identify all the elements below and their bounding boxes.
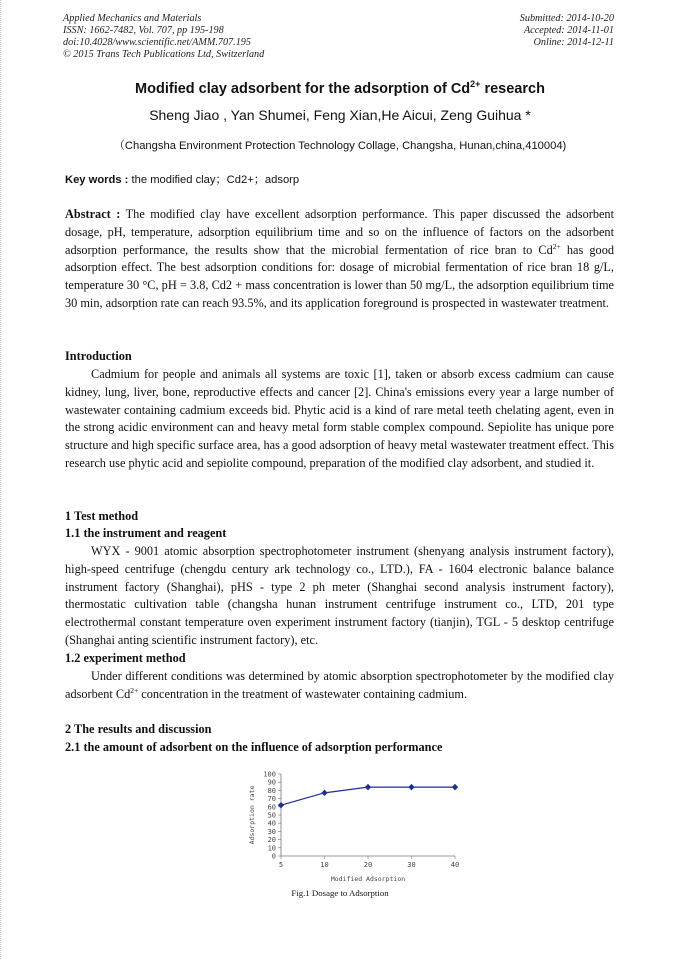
journal-copyright: © 2015 Trans Tech Publications Ltd, Switzerland [63,49,265,60]
data-point [365,784,371,790]
abstract-superscript: 2+ [552,241,561,251]
authors: Sheng Jiao , Yan Shumei, Feng Xian,He Aicui, Zeng Guihua * [149,107,531,123]
data-point [278,802,284,808]
paper-title [1,79,678,97]
x-tick-label: 30 [407,861,416,869]
section1-1-text: WYX - 9001 atomic absorption spectrophotometer instrument (shenyang analysis instrument factory), high-speed centrifuge (chengdu century ark technology co., LTD.), FA - 1604 electronic balance balance instrument factory (Shanghai), pHS - type 2 ph meter (Shanghai second analysis instrument factory), thermostatic cultivation table (changsha hunan instrument centrifuge instrument co., LTD, 201 type electrothermal constant temperature oven experiment instrument factory (tianjin), TGL - 5 desktop centrifuge (Shanghai anting scientific instrument factory), etc. [65,544,614,647]
section2-1-heading: 2.1 the amount of adsorbent on the influence of adsorption performance [65,740,443,754]
affiliation: （Changsha Environment Protection Technology Collage, Changsha, Hunan,china,410004) [113,140,567,152]
data-point [452,784,458,790]
section1-2-text-1: Under different conditions was determined by atomic absorption spectrophotometer by the modified clay adsorbent Cd [65,669,614,701]
online-date: Online: 2014-12-11 [533,37,614,48]
y-tick-label: 30 [267,827,276,836]
title-main: Modified clay adsorbent for the adsorption of Cd [135,80,471,97]
y-tick-label: 60 [267,803,276,812]
title-tail: research [480,80,545,97]
abstract [65,206,614,313]
section2-heading: 2 The results and discussion [65,722,212,736]
accepted-date: Accepted: 2014-11-01 [523,25,614,36]
y-tick-label: 20 [267,836,276,845]
section1-2-heading: 1.2 experiment method [65,651,186,665]
y-tick-label: 50 [267,811,276,820]
journal-issn: ISSN: 1662-7482, Vol. 707, pp 195-198 [63,25,224,36]
y-tick-label: 70 [267,795,276,804]
y-axis-label: Adsorption rate [248,785,256,845]
section1-2-superscript: 2+ [130,685,139,695]
section1-2-text-2: concentration in the treatment of wastewater containing cadmium. [138,686,468,701]
introduction-heading: Introduction [65,349,132,363]
journal-header [63,13,264,61]
y-tick-label: 80 [267,786,276,795]
section1-2-text [65,668,614,704]
data-point [321,790,327,796]
data-point [408,784,414,790]
y-tick-label: 90 [267,778,276,787]
journal-doi: doi:10.4028/www.scientific.net/AMM.707.195 [63,37,251,48]
abstract-label: Abstract : [65,207,121,221]
x-axis-label: Modified Adsorption [330,875,406,883]
y-tick-label: 0 [271,852,276,861]
x-tick-label: 10 [320,861,329,869]
y-tick-label: 40 [267,819,276,828]
figure-caption: Fig.1 Dosage to Adsorption [291,888,389,898]
keywords-text: the modified clay；Cd2+；adsorp [128,174,300,186]
y-tick-label: 100 [263,770,276,779]
abstract-text-1: The modified clay have excellent adsorption performance. This paper discussed the adsorbent dosage, pH, temperature, adsorption equilibrium time and so on the influence of factors on the adsorbent adsorption performance, the results show that the microbial fermentation of rice bran to Cd [65,207,614,257]
section1-heading: 1 Test method [65,509,139,523]
x-tick-label: 20 [363,861,373,869]
submitted-date: Submitted: 2014-10-20 [519,13,614,24]
dates-header [520,13,614,49]
y-tick-label: 10 [267,844,276,853]
x-tick-label: 5 [278,861,284,869]
section1-1-heading: 1.1 the instrument and reagent [65,526,227,540]
journal-name: Applied Mechanics and Materials [63,13,202,24]
adsorption-chart [241,765,471,905]
abstract-text-2: has good adsorption effect. The best adsorption conditions for: dosage of microbial fermentation of rice bran 18 g/L, temperature 30 °C, pH = 3.8, Cd2 + mass concentration is lower than 50 mg/L, the adsorption equilibrium time 30 min, adsorption rate can reach 93.5%, and its application foreground is prospected in wastewater treatment. [65,242,614,310]
keywords-label: Key words : [65,174,129,186]
introduction-text: Cadmium for people and animals all systems are toxic [1], taken or absorb excess cadmium can cause kidney, lung, liver, bone, reproductive effects and cancer [2]. China's emissions every year a large number of wastewater containing cadmium exceeds bid. Phytic acid is a kind of rare metal teeth chelating agent, even in the strong acidic environment can and heavy metal form stable complex compound. Sepiolite has unique pore structure and high specific surface area, has a good adsorption of heavy metal wastewater treatment effect. This research use phytic acid and sepiolite compound, preparation of the modified clay adsorbent, and studied it. [65,367,614,470]
title-superscript: 2+ [470,79,481,89]
keywords [65,171,617,187]
x-tick-label: 40 [450,861,460,869]
